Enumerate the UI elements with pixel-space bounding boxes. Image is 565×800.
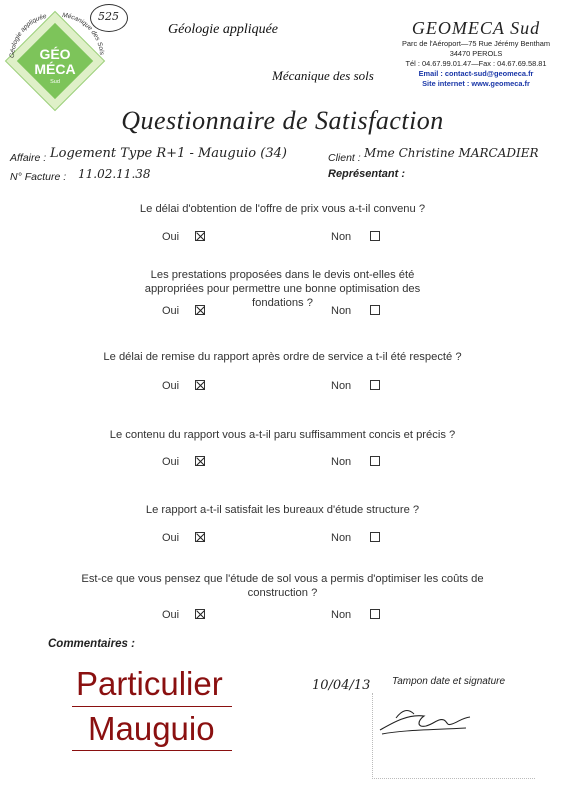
question-5-text: Le rapport a-t-il satisfait les bureaux d'étude structure ?	[145, 504, 420, 516]
company-phone: Tél : 04.67.99.01.47—Fax : 04.67.69.58.81	[405, 59, 547, 68]
company-address2: 34470 PEROLS	[449, 49, 503, 58]
q5-non-label: Non	[331, 532, 352, 544]
q5-non-checkbox[interactable]	[370, 532, 380, 542]
affaire-label: Affaire :	[10, 152, 47, 164]
q3-non-checkbox[interactable]	[370, 380, 380, 390]
q6-non-checkbox[interactable]	[370, 609, 380, 619]
comment-underline-1	[72, 706, 232, 707]
q2-oui-checkbox[interactable]	[195, 305, 205, 315]
company-name: GEOMECA Sud	[411, 18, 541, 38]
q2-oui-label: Oui	[162, 305, 180, 317]
signature-image	[376, 700, 476, 745]
comments-label: Commentaires :	[48, 638, 135, 650]
comment-line-2[interactable]: Mauguio	[88, 710, 215, 747]
company-email[interactable]: Email : contact-sud@geomeca.fr	[418, 69, 534, 78]
question-6-text: Est-ce que vous pensez que l'étude de sol vous a permis d'optimiser les coûts de construction ?	[81, 573, 484, 599]
company-website[interactable]: Site internet : www.geomeca.fr	[422, 79, 530, 88]
q6-oui-label: Oui	[162, 609, 180, 621]
q1-non-label: Non	[331, 231, 352, 243]
facture-value[interactable]: 11.02.11.38	[78, 167, 151, 181]
representant-label: Représentant :	[328, 168, 406, 180]
client-value[interactable]: Mme Christine MARCADIER	[364, 146, 539, 160]
company-block	[388, 18, 564, 89]
q2-non-checkbox[interactable]	[370, 305, 380, 315]
header-script-mecanique: Mécanique des sols	[272, 68, 374, 83]
logo-line2: MÉCA	[34, 61, 76, 77]
company-address1: Parc de l'Aéroport—75 Rue Jérémy Bentham	[401, 39, 551, 48]
q3-non-label: Non	[331, 380, 352, 392]
q4-non-checkbox[interactable]	[370, 456, 380, 466]
comment-underline-2	[72, 750, 232, 751]
q3-oui-checkbox[interactable]	[195, 380, 205, 390]
question-1-text: Le délai d'obtention de l'offre de prix vous a-t-il convenu ?	[139, 203, 426, 215]
header-script-geologie: Géologie appliquée	[168, 22, 279, 37]
q1-oui-label: Oui	[162, 231, 180, 243]
q4-oui-checkbox[interactable]	[195, 456, 205, 466]
q5-oui-label: Oui	[162, 532, 180, 544]
logo-top-arc-text: Géologie appliquée	[8, 12, 48, 59]
logo-line1: GÉO	[39, 46, 71, 62]
q5-oui-checkbox[interactable]	[195, 532, 205, 542]
facture-label: N° Facture :	[10, 171, 67, 183]
signature-date[interactable]: 10/04/13	[312, 678, 371, 693]
q3-oui-label: Oui	[162, 380, 180, 392]
client-label: Client :	[328, 152, 361, 164]
document-title: Questionnaire de Satisfaction	[121, 106, 444, 135]
q1-non-checkbox[interactable]	[370, 231, 380, 241]
logo-sub: Sud	[50, 79, 60, 85]
affaire-value[interactable]: Logement Type R+1 - Mauguio (34)	[50, 146, 287, 161]
question-2-text: Les prestations proposées dans le devis ont-elles été appropriées pour permettre une bonne optimisation des fondations ?	[144, 269, 421, 309]
q2-non-label: Non	[331, 305, 352, 317]
handwritten-number: 525	[98, 10, 119, 23]
q6-oui-checkbox[interactable]	[195, 609, 205, 619]
comment-line-1[interactable]: Particulier	[76, 665, 223, 702]
q4-non-label: Non	[331, 456, 352, 468]
logo-right-arc-text: Mécanique des Sols	[61, 11, 106, 56]
tampon-label: Tampon date et signature	[392, 676, 506, 687]
question-3-text: Le délai de remise du rapport après ordre de service a t-il été respecté ?	[103, 351, 462, 363]
q1-oui-checkbox[interactable]	[195, 231, 205, 241]
question-4-text: Le contenu du rapport vous a-t-il paru suffisamment concis et précis ?	[109, 429, 456, 441]
q4-oui-label: Oui	[162, 456, 180, 468]
q6-non-label: Non	[331, 609, 352, 621]
